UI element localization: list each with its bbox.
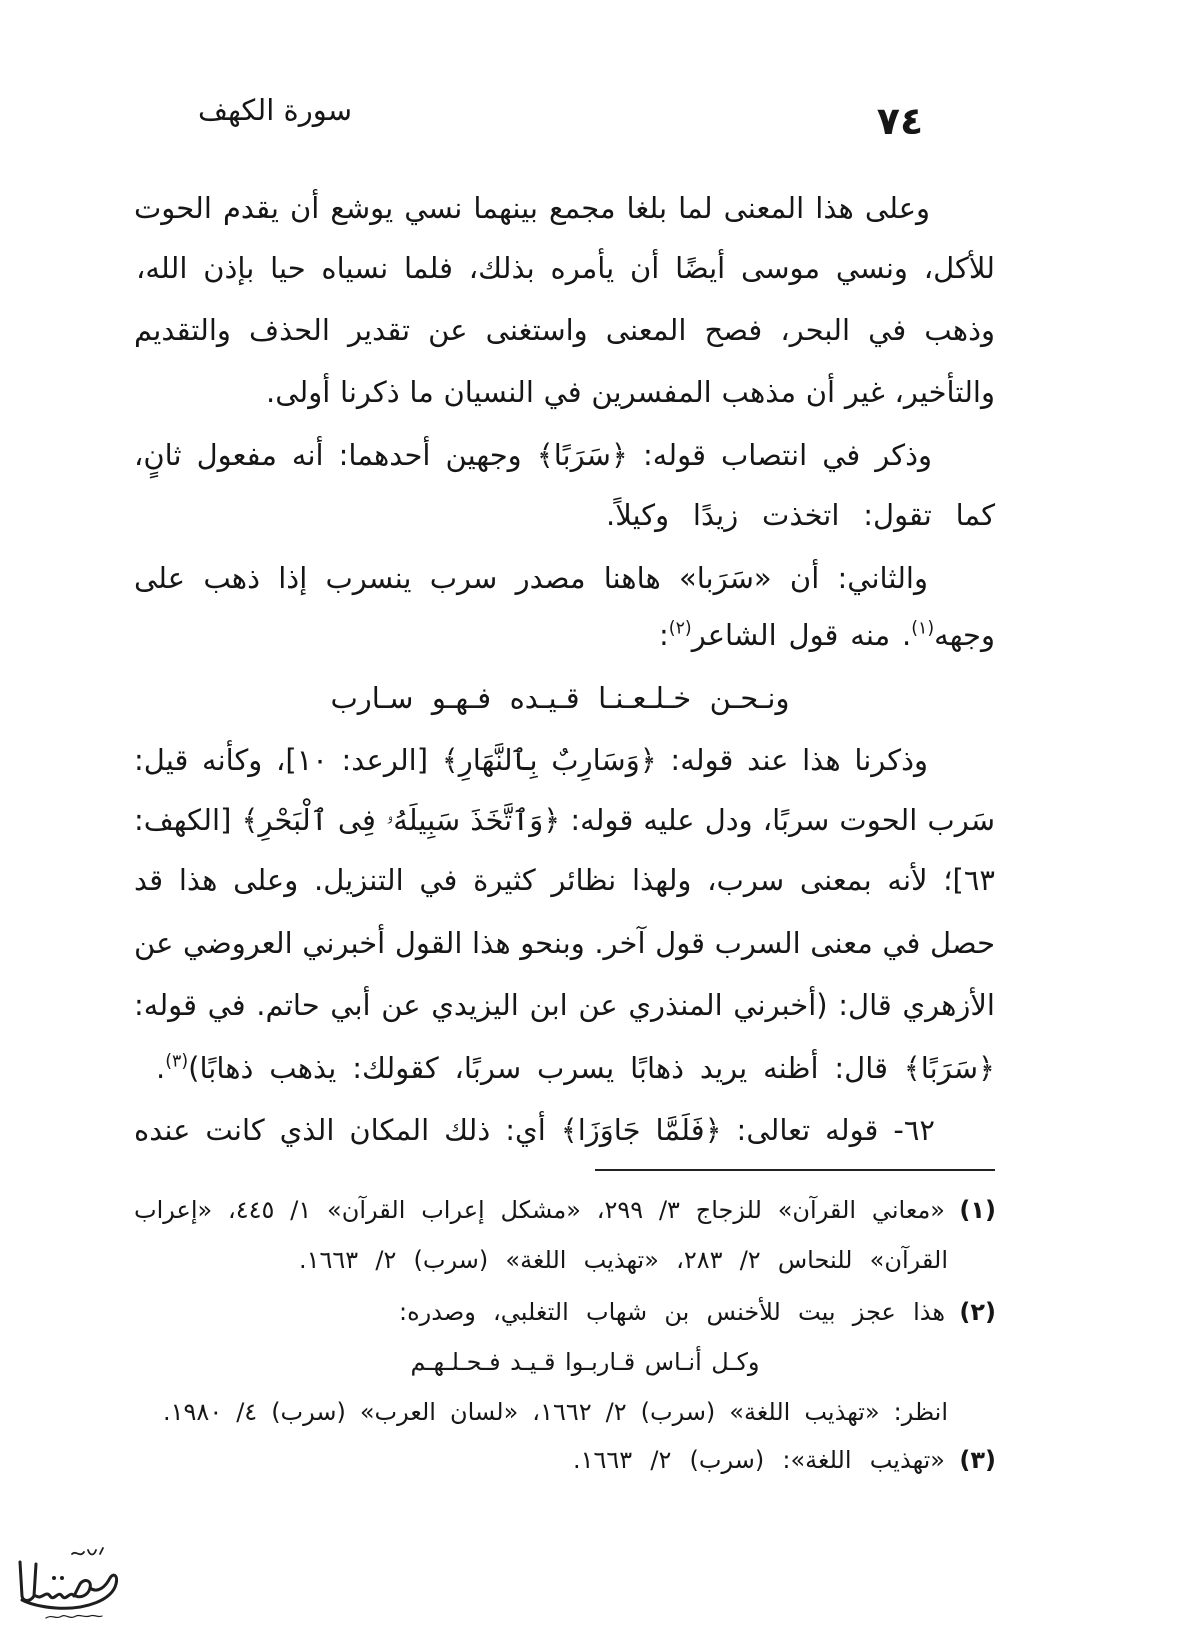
body-line-text: سَرب الحوت سربًا، ودل عليه قوله: ﴿وَٱتَّخَذَ سَبِيلَهُۥ فِى ٱلْبَحْرِ﴾ [الكهف: [134, 803, 995, 837]
body-line-text: والتأخير، غير أن مذهب المفسرين في النسيان ما ذكرنا أولى. [266, 375, 995, 409]
body-line-text: الأزهري قال: (أخبرني المنذري عن ابن اليزيدي عن أبي حاتم. في قوله: [134, 988, 995, 1022]
verse-text: ونـحـن خـلـعـنـا قـيـده فـهـو سـارب [330, 681, 790, 715]
body-line-text: حصل في معنى السرب قول آخر. وبنحو هذا القول أخبرني العروضي عن [134, 926, 995, 960]
body-line-text: للأكل، ونسي موسى أيضًا أن يأمره بذلك، فلما نسياه حيا بإذن الله، [136, 251, 995, 285]
body-line-text [659, 610, 995, 660]
footnote-number: (١) [959, 1196, 996, 1224]
footnote-text: انظر: «تهذيب اللغة» (سرب) ٢/ ١٦٦٢، «لسان العرب» (سرب) ٤/ ١٩٨٠. [163, 1398, 948, 1426]
body-line-text: وعلى هذا المعنى لما بلغا مجمع بينهما نسي يوشع أن يقدم الحوت [134, 191, 930, 225]
logo-watermark [6, 1538, 128, 1626]
body-line [155, 1043, 995, 1093]
body-line-text: كما تقول: اتخذت زيدًا وكيلاً. [606, 498, 995, 532]
footnote-line [572, 1440, 945, 1480]
body-text-segment: . [156, 1051, 166, 1085]
body-text-segment: ﴿سَرَبًا﴾ قال: أظنه يريد ذهابًا يسرب سربًا، كقولك: يذهب ذهابًا) [188, 1051, 995, 1085]
body-line [605, 490, 995, 540]
body-line-text: وذهب في البحر، فصح المعنى واستغنى عن تقدير الحذف والتقديم [134, 313, 995, 347]
body-line [133, 430, 932, 480]
page-number: ٧٤ [876, 99, 924, 143]
footnote-text: هذا عجز بيت للأخنس بن شهاب التغلبي، وصدره: [399, 1298, 945, 1326]
footnote-ref: (٣) [165, 1051, 189, 1072]
body-text-segment: . منه قول الشاعر [691, 618, 912, 652]
footnote-text: «تهذيب اللغة»: (سرب) ٢/ ١٦٦٣. [572, 1446, 945, 1474]
footnote-ref: (٢) [668, 618, 692, 639]
footnote-number: (٣) [959, 1446, 996, 1474]
body-line [135, 243, 995, 293]
body-line [133, 1105, 935, 1155]
body-line [133, 183, 930, 233]
body-text-segment: : [659, 618, 669, 652]
footnote-line [398, 1292, 945, 1332]
footnote-number: (٢) [959, 1298, 996, 1326]
body-line [658, 610, 995, 660]
body-line [133, 735, 928, 785]
footnote-text: القرآن» للنحاس ٢/ ٢٨٣، «تهذيب اللغة» (سرب) ٢/ ١٦٦٣. [298, 1246, 948, 1274]
footnote-divider [595, 1169, 995, 1171]
body-line [133, 855, 995, 905]
body-line-text: وذكرنا هذا عند قوله: ﴿وَسَارِبٌ بِٱلنَّهَارِ﴾ [الرعد: ١٠]، وكأنه قيل: [134, 743, 928, 777]
footnote-line [162, 1392, 948, 1432]
body-line [265, 367, 995, 417]
body-line-text [156, 1043, 995, 1093]
body-text-segment: وجهه [934, 618, 995, 652]
body-line-text: وذكر في انتصاب قوله: ﴿سَرَبًا﴾ وجهين أحدهما: أنه مفعول ثانٍ، [134, 438, 932, 472]
footnote-verse [410, 1342, 760, 1382]
footnote-verse-text: وكـل أنـاس قـاربـوا قـيـد فـحـلـهـم [410, 1348, 760, 1376]
footnote-ref: (١) [911, 618, 935, 639]
footnote-text: «معاني القرآن» للزجاج ٣/ ٢٩٩، «مشكل إعراب القرآن» ١/ ٤٤٥، «إعراب [134, 1196, 945, 1224]
body-line [133, 553, 928, 603]
footnote-line [298, 1240, 948, 1280]
body-line [133, 305, 995, 355]
body-line-text: ٦٢- قوله تعالى: ﴿فَلَمَّا جَاوَزَا﴾ أي: ذلك المكان الذي كانت عنده [134, 1113, 935, 1147]
verse-line [330, 673, 790, 723]
body-line [133, 980, 995, 1030]
body-line [133, 795, 995, 845]
body-line [133, 918, 995, 968]
running-title: سورة الكهف [198, 93, 352, 127]
footnote-line [133, 1190, 945, 1230]
body-line-text: ٦٣]؛ لأنه بمعنى سرب، ولهذا نظائر كثيرة في التنزيل. وعلى هذا قد [134, 863, 995, 897]
body-line-text: والثاني: أن «سَرَبا» هاهنا مصدر سرب ينسرب إذا ذهب على [134, 561, 928, 595]
